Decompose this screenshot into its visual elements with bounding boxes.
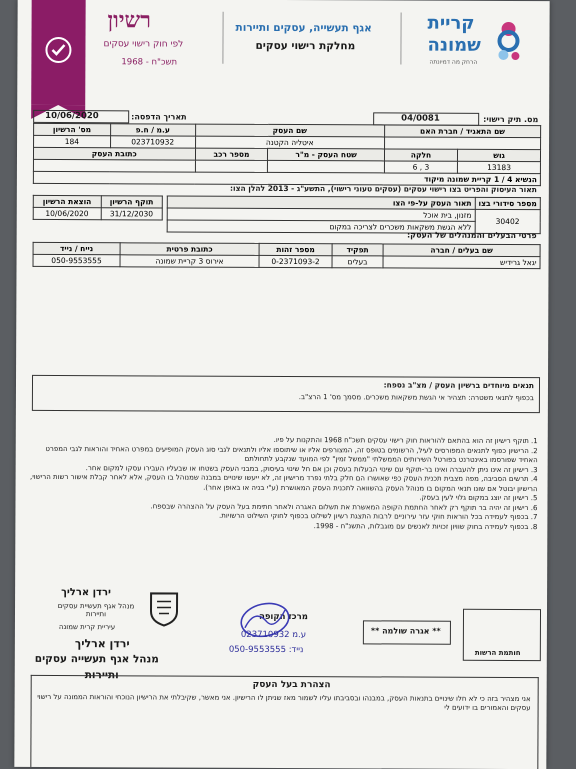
owner-name: יגאל גרידיש <box>383 256 540 269</box>
signatory-role-1: מנהל אגף תעשייה עסקים <box>34 652 159 666</box>
license-no-header: מס' הרשיון <box>34 123 111 135</box>
owners-col-id: מספר זהות <box>259 243 332 255</box>
desc-line-1: מזנון, בית אוכל <box>167 208 475 221</box>
rooms-header: מספר רכב <box>195 148 268 160</box>
validity-table <box>33 195 163 221</box>
owners-col-role: תפקיד <box>332 244 383 256</box>
owner-header: שם התאגיד / חברת האם <box>384 125 540 138</box>
license-no: 184 <box>34 135 111 147</box>
signatory-name: ירדן ארליך <box>74 637 130 651</box>
special-terms-text: בכפוף לתנאי משטרה: תצהיר אי הגשת משקאות משכרים. מסמך מס' 1 הרצ"ב. <box>298 393 534 403</box>
valid-to-header: תוקף הרשיון <box>101 196 163 208</box>
special-terms-title: תנאים מיוחדים ברשיון העסק / מצ"ב נספח: <box>383 380 535 391</box>
license-subtitle: לפי חוק רישוי עסקים <box>103 39 184 50</box>
city-logo-icon <box>491 19 525 63</box>
condition-7: 7. בכפוף לעמידה בכל הוראות חוקי עזר עירוניים לרבות התצגת רשיון לשילוט בכפוף לחוקי השילוט הרשויות. <box>219 511 538 522</box>
condition-5: 5. רישיון זה יוצג במקום גלוי לעין בעסק. <box>419 493 538 503</box>
owner-phone: 050-9553555 <box>33 254 120 266</box>
owner-address: אירוס 3 קריית שמונה <box>120 255 259 268</box>
owners-col-phone: נייח / נייד <box>33 242 120 254</box>
name-header: שם העסק <box>195 124 384 137</box>
license-title: רשיון <box>107 7 152 34</box>
license-document <box>14 0 549 769</box>
signature-name: ירדן ארליך <box>61 587 111 599</box>
description-intro: תאור העיסוק והפריט בצו רישוי עסקים (עסקים טעוני רישוי), התשע"ג - 2013 להלן הצו: <box>230 183 537 195</box>
city-name-1: קריית <box>427 12 475 34</box>
print-date-label: תאריך הדפסה: <box>131 112 187 122</box>
handwritten-id: ע.מ 023710932 <box>240 629 307 641</box>
handwritten-phone: נייד: 050-9553555 <box>228 644 304 656</box>
file-no: 04/0081 <box>401 113 440 124</box>
issued-header: הוצאת הרשיון <box>33 195 101 207</box>
business-address: הנשיא 4 / 1 קריית שמונה מיקוד <box>33 171 540 185</box>
declaration-title: הצהרת בעל העסק <box>252 679 331 691</box>
table-row <box>33 254 540 268</box>
gush-header: גוש <box>458 149 541 161</box>
division-name: מחלקת רישוי עסקים <box>255 39 356 53</box>
city-slogan: הרחק מה דמיונתה <box>429 58 478 66</box>
municipality-seal-icon <box>147 589 181 627</box>
authority-stamp-label: חותמת הרשות <box>474 648 521 658</box>
header-divider <box>222 12 223 64</box>
owner-role: בעלים <box>332 256 383 268</box>
business-name: איטליה הקטנה <box>195 136 384 149</box>
owners-table <box>33 242 541 269</box>
owners-col-address: כתובת פרטית <box>120 243 259 256</box>
condition-8: 8. בכפוף לעמידה בחוק שוויון זכויות לאנשים עם מוגבלות, התשנ"ח - 1998. <box>313 521 538 531</box>
address-header: כתובת העסק <box>33 147 195 160</box>
issued-date: 10/06/2020 <box>33 207 101 219</box>
condition-4: 4. תרשים הסביבה, מפה מצבית תכנית העסק כפי שאושרו הם חלק בלתי נפרד מרישיון זה, לא ייעשו שינויים במבנה שמנוהל בו העסק, אלא לאחר קבלת אישור רשות הרישוי, הרישיון יבוטל אם שונו תנאי המקום בו מנוהל העסק בהשוואה לתכנית העסק המאושרת (ע"י בניה או באופן אחר). <box>30 472 538 493</box>
description-table <box>167 195 541 234</box>
signature-title-1: מנהל אגף תעשיית עסקים ותיירות <box>57 602 135 619</box>
condition-1: 1. תוקף רישיון זה הוא בהתאם להוראות חוק רישוי עסקים תשכ"ח 1968 והתקנות על פיו. <box>273 435 538 446</box>
condition-3: 3. רישיון זה אינו ניתן להעברה ואינו בר-תוקף עם שינוי הבעלות בעסק וכן אם חל שינוי בעיסוק, במבני העסק בשטחו או שבעליו העבירו עסקו למקום אחר. <box>85 463 538 474</box>
license-ribbon <box>31 0 85 105</box>
city-name-2: שמונה <box>427 34 481 56</box>
gush-value: 13183 <box>458 161 541 173</box>
header-divider-2 <box>400 13 401 65</box>
owner-id: 0-2371093-2 <box>259 255 332 267</box>
business-id: 023710932 <box>110 136 195 148</box>
business-table <box>33 123 541 186</box>
signature-title-2: עיריית קרית שמונה <box>58 623 116 632</box>
desc-header: תאור העסק על-פי הצו <box>167 196 475 209</box>
item-no: 30402 <box>475 209 540 233</box>
desc-line-2: ללא הגשת משקאות משכרים לצריכה במקום <box>167 220 475 233</box>
item-no-header: מספר סידורי בצו <box>475 197 540 209</box>
owners-col-name: שם בעלים / חברה <box>383 244 540 257</box>
condition-6: 6. רישיון זה יהיה בר תוקף רק לאחר החתמת הקופה המאשרת את תשלום האגרה ולאחר חתימת בעל העסק על ההצהרה שבספח. <box>150 501 538 512</box>
owners-intro: פרטי הבעלים והמנהלים של העסק: <box>406 230 537 241</box>
cashier-title: מרכז הקופה <box>258 611 308 623</box>
license-year: תשכ"ח - 1968 <box>121 57 178 68</box>
declaration-text: אני מצהיר בזה כי לא חלו שינויים בתנאות העסק, במבנהו ובסביבתו עליו לשמור מאז שניתן לו הרישיון. אני מאשר, שקיבלתי את הרישיון הנוכחי והוראות הממונה על רישוי עסקים והאמורים בו ידועים לי <box>37 692 531 713</box>
badge-check-icon <box>43 35 73 65</box>
print-date: 10/06/2020 <box>45 110 99 122</box>
department-name: אגף תעשייה, עסקים ותיירות <box>235 21 372 35</box>
id-header: ע.מ / ח.פ <box>110 124 195 136</box>
condition-2: 2. הרישיון כפוף לתנאים המפורסים לעיל, הרשומים בטופס זה, המצורפים אליו או שיתוספו אליו ולתנאים לגבי סוג העסק המופיעים במפרט האחיד והוראות לגבי המפרט האחיד שפורסמו באינטרנט בפורטל השירותים הממשלתי "ממשל זמין" לפי המועד שנקבע לתחולתם <box>45 444 538 465</box>
file-no-label: מס. תיק רישוי: <box>483 114 539 125</box>
conditions-list <box>29 435 537 532</box>
signatory-role-2: ותיירות <box>84 669 119 682</box>
helka-header: חלקה <box>384 149 457 161</box>
fee-paid: ** אגרה שולמה ** <box>370 626 441 636</box>
area-header: שטח העסק - מ"ר <box>268 148 384 161</box>
valid-to: 31/12/2030 <box>101 208 163 220</box>
helka-value: 3 , 6 <box>384 161 457 173</box>
